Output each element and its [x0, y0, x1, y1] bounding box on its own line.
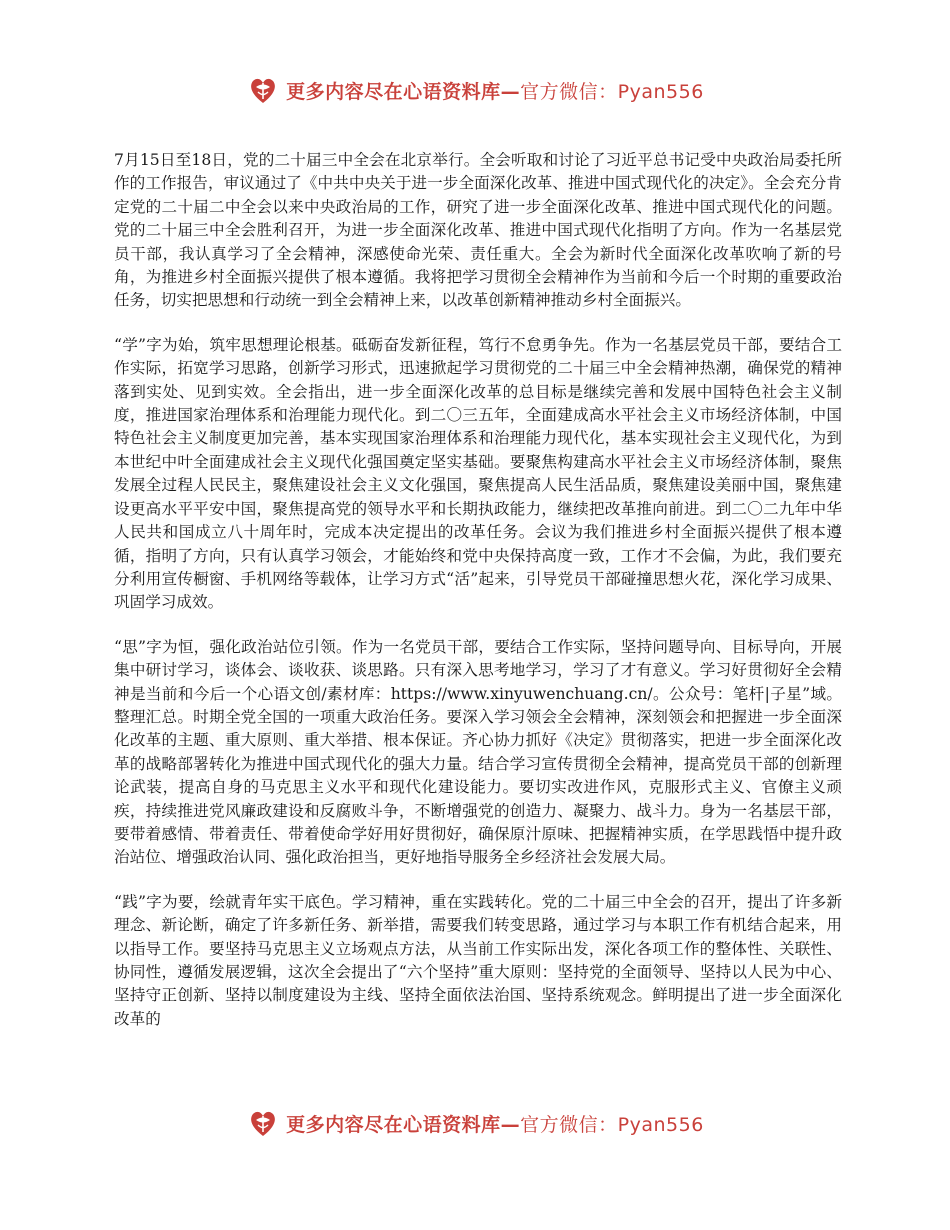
banner-wechat: 官方微信：Pyan556	[520, 80, 704, 103]
paragraph-practice: “践”字为要，绘就青年实干底色。学习精神，重在实践转化。党的二十届三中全会的召开，提出了许多新理念、新论断，确定了许多新任务、新举措，需要我们转变思路，通过学习与本职工作有机结合起来，用以指导工作。要坚持马克思主义立场观点方法，从当前工作实际出发，深化各项工作的整体性、关联性、协同性，遵循发展逻辑，这次全会提出了“六个坚持”重大原则：坚持党的全面领导、坚持以人民为中心、坚持守正创新、坚持以制度建设为主线、坚持全面依法治国、坚持系统观念。鲜明提出了进一步全面深化改革的	[114, 892, 842, 1028]
header-banner	[0, 70, 950, 110]
paragraph-intro: 7月15日至18日，党的二十届三中全会在北京举行。全会听取和讨论了习近平总书记受中央政治局委托所作的工作报告，审议通过了《中共中央关于进一步全面深化改革、推进中国式现代化的决定》。全会充分肯定党的二十届二中全会以来中央政治局的工作，研究了进一步全面深化改革、推进中国式现代化的问题。党的二十届三中全会胜利召开，为进一步全面深化改革、推进中国式现代化指明了方向。作为一名基层党员干部，我认真学习了全会精神，深感使命光荣、责任重大。全会为新时代全面深化改革吹响了新的号角，为推进乡村全面振兴提供了根本遵循。我将把学习贯彻全会精神作为当前和今后一个时期的重要政治任务，切实把思想和行动统一到全会精神上来，以改革创新精神推动乡村全面振兴。	[114, 151, 842, 310]
banner-dash: —	[500, 80, 521, 103]
banner-title	[286, 1110, 704, 1137]
banner-wechat: 官方微信：Pyan556	[520, 1113, 704, 1136]
logo-icon	[246, 1106, 280, 1140]
banner-dash: —	[500, 1113, 521, 1136]
logo-icon	[246, 73, 280, 107]
footer-banner	[0, 1103, 950, 1143]
paragraph-think: “思”字为恒，强化政治站位引领。作为一名党员干部，要结合工作实际，坚持问题导向、目标导向，开展集中研讨学习，谈体会、谈收获、谈思路。只有深入思考地学习，学习了才有意义。学习好贯彻好全会精神是当前和今后一个心语文创/素材库：https://www.xinyuwenchuang.cn/。公众号：笔杆|子星”域。整理汇总。时期全党全国的一项重大政治任务。要深入学习领会全会精神，深刻领会和把握进一步全面深化改革的主题、重大原则、重大举措、根本保证。齐心协力抓好《决定》贯彻落实，把进一步全面深化改革的战略部署转化为推进中国式现代化的强大力量。结合学习宣传贯彻全会精神，提高党员干部的创新理论武装，提高自身的马克思主义水平和现代化建设能力。要切实改进作风，克服形式主义、官僚主义顽疾，持续推进党风廉政建设和反腐败斗争，不断增强党的创造力、凝聚力、战斗力。身为一名基层干部，要带着感情、带着责任、带着使命学好用好贯彻好，确保原汁原味、把握精神实质，在学思践悟中提升政治站位、增强政治认同、强化政治担当，更好地指导服务全乡经济社会发展大局。	[114, 637, 843, 867]
paragraph-study: “学”字为始，筑牢思想理论根基。砥砺奋发新征程，笃行不怠勇争先。作为一名基层党员干部，要结合工作实际，拓宽学习思路，创新学习形式，迅速掀起学习贯彻党的二十届三中全会精神热潮，确保党的精神落到实处、见到实效。全会指出，进一步全面深化改革的总目标是继续完善和发展中国特色社会主义制度，推进国家治理体系和治理能力现代化。到二〇三五年，全面建成高水平社会主义市场经济体制，中国特色社会主义制度更加完善，基本实现国家治理体系和治理能力现代化，基本实现社会主义现代化，为到本世纪中叶全面建成社会主义现代化强国奠定坚实基础。要聚焦构建高水平社会主义市场经济体制，聚焦发展全过程人民民主，聚焦建设社会主义文化强国，聚焦提高人民生活品质，聚焦建设美丽中国，聚焦建设更高水平平安中国，聚焦提高党的领导水平和长期执政能力，继续把改革推向前进。到二〇二九年中华人民共和国成立八十周年时，完成本决定提出的改革任务。会议为我们推进乡村全面振兴提供了根本遵循，指明了方向，只有认真学习领会，才能始终和党中央保持高度一致，工作才不会偏，为此，我们要充分利用宣传橱窗、手机网络等载体，让学习方式“活”起来，引导党员干部碰撞思想火花，深化学习成果、巩固学习成效。	[114, 335, 842, 612]
banner-title	[286, 77, 704, 104]
banner-main: 更多内容尽在心语资料库	[286, 80, 501, 103]
banner-main: 更多内容尽在心语资料库	[286, 1113, 501, 1136]
article-body	[114, 149, 842, 1052]
